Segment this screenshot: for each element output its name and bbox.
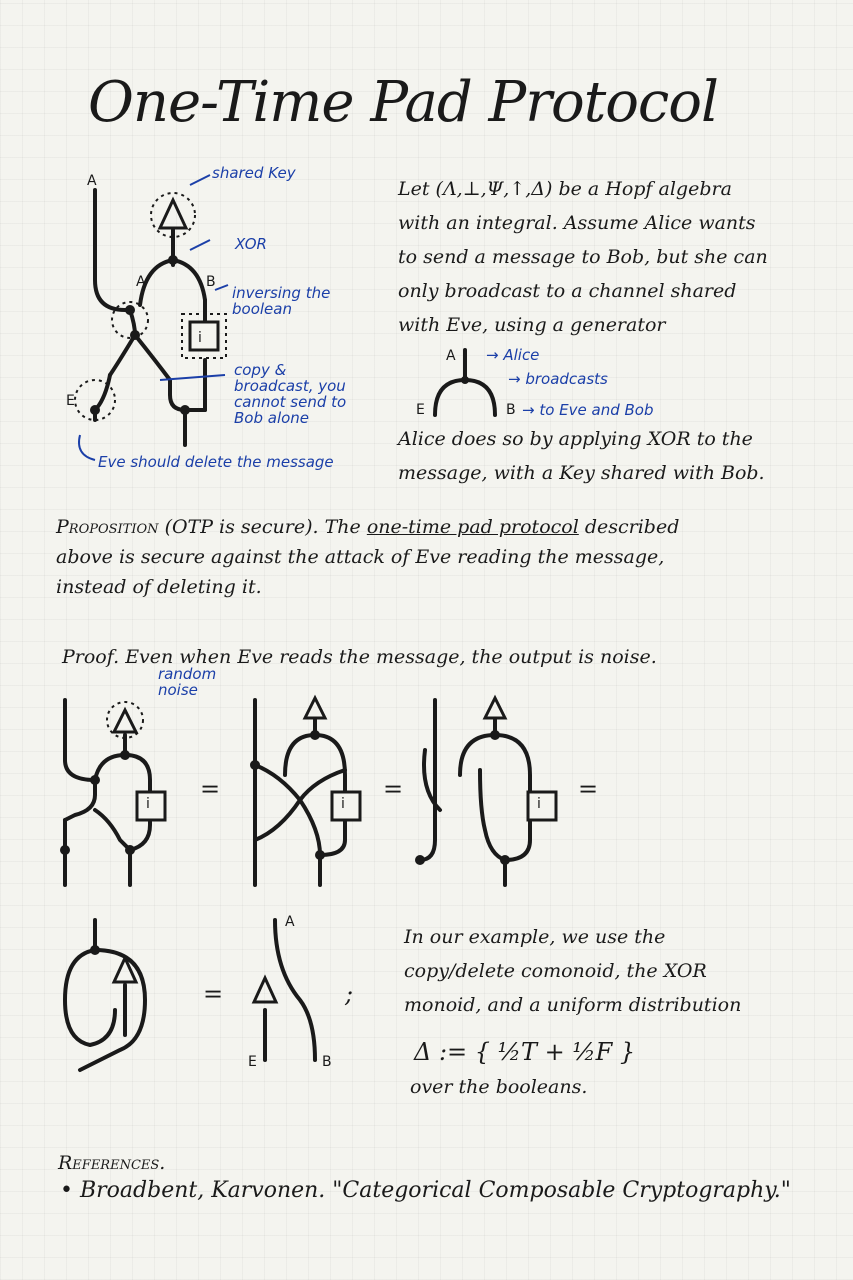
- intro-paragraph: [398, 172, 838, 342]
- example-paragraph: [404, 920, 824, 1022]
- final-label-a: A: [285, 914, 295, 930]
- proof-i-box-1: i: [146, 796, 150, 812]
- gen-label-a: A: [446, 348, 456, 364]
- annotation-to-eve-bob: → to Eve and Bob: [522, 401, 654, 419]
- page-title: One-Time Pad Protocol: [88, 70, 718, 135]
- label-a-mid: A: [136, 274, 146, 290]
- proposition-heading: Proposition: [56, 516, 159, 538]
- proposition-underlined: one-time pad protocol: [366, 516, 579, 538]
- wire-merge: [110, 310, 135, 375]
- final-label-e: E: [248, 1054, 257, 1070]
- key-generator-triangle: [160, 200, 186, 228]
- example-line-2: copy/delete comonoid, the XOR: [404, 960, 707, 982]
- references-heading: References.: [58, 1152, 166, 1174]
- final-label-b: B: [322, 1054, 332, 1070]
- intro-line-4: only broadcast to a channel shared: [398, 280, 737, 302]
- intro-line-2: with an integral. Assume Alice wants: [398, 212, 756, 234]
- proof-i-box-3: i: [537, 796, 541, 812]
- wire-left-down: [95, 375, 110, 410]
- equals-sign-1: =: [200, 775, 221, 803]
- example-line-1: In our example, we use the: [404, 926, 666, 948]
- gen-label-b: B: [506, 402, 516, 418]
- reference-item: [60, 1178, 791, 1203]
- intro-line-1: Let (Λ,⊥,Ψ,↑,Δ) be a Hopf algebra: [398, 178, 732, 200]
- semicolon: ;: [345, 980, 354, 1008]
- i-box-label: i: [198, 330, 202, 346]
- proof-i-box-2: i: [341, 796, 345, 812]
- annotation-eve-delete: Eve should delete the message: [98, 453, 334, 471]
- intro-line-5: with Eve, using a generator: [398, 314, 666, 336]
- proposition-paren: (OTP is secure).: [164, 516, 319, 538]
- proposition-rest: described: [584, 516, 680, 538]
- equals-sign-3: =: [578, 775, 599, 803]
- annotation-broadcasts: → broadcasts: [508, 370, 608, 388]
- reference-text: Broadbent, Karvonen. "Categorical Composable Cryptography.": [79, 1178, 791, 1203]
- proof-text: Even when Eve reads the message, the output is noise.: [125, 646, 657, 668]
- equals-sign-2: =: [383, 775, 404, 803]
- proposition-lead: The: [324, 516, 361, 538]
- annotation-inversing: inversing the boolean: [232, 284, 331, 318]
- label-e: E: [66, 393, 75, 409]
- after-generator-paragraph: [398, 422, 838, 490]
- equals-sign-4: =: [203, 980, 224, 1008]
- proposition-block: [56, 512, 836, 602]
- wire-a-left: [95, 190, 130, 310]
- uniform-distribution-formula: Δ := { ½T + ½F }: [414, 1038, 636, 1066]
- annotation-alice: → Alice: [486, 346, 540, 364]
- after-gen-line-2: message, with a Key shared with Bob.: [398, 462, 765, 484]
- label-a-top: A: [87, 173, 97, 189]
- annotation-random-noise: random noise: [158, 665, 217, 699]
- bullet-icon: •: [60, 1178, 73, 1203]
- proposition-line-1: [56, 512, 836, 542]
- proof-heading: Proof.: [62, 646, 120, 668]
- label-b-mid: B: [206, 274, 216, 290]
- annotation-xor: XOR: [235, 235, 267, 253]
- example-line-4: over the booleans.: [410, 1076, 588, 1098]
- after-gen-line-1: Alice does so by applying XOR to the: [398, 428, 753, 450]
- proposition-line-3: instead of deleting it.: [56, 576, 262, 598]
- example-line-3: monoid, and a uniform distribution: [404, 994, 742, 1016]
- intro-line-3: to send a message to Bob, but she can: [398, 246, 768, 268]
- proof-diagrams: [40, 690, 620, 890]
- gen-label-e: E: [416, 402, 425, 418]
- annotation-copy-broadcast: copy & broadcast, you cannot send to Bob alone: [234, 361, 347, 427]
- proposition-line-2: above is secure against the attack of Eve reading the message,: [56, 546, 665, 568]
- annotation-shared-key: shared Key: [212, 164, 296, 182]
